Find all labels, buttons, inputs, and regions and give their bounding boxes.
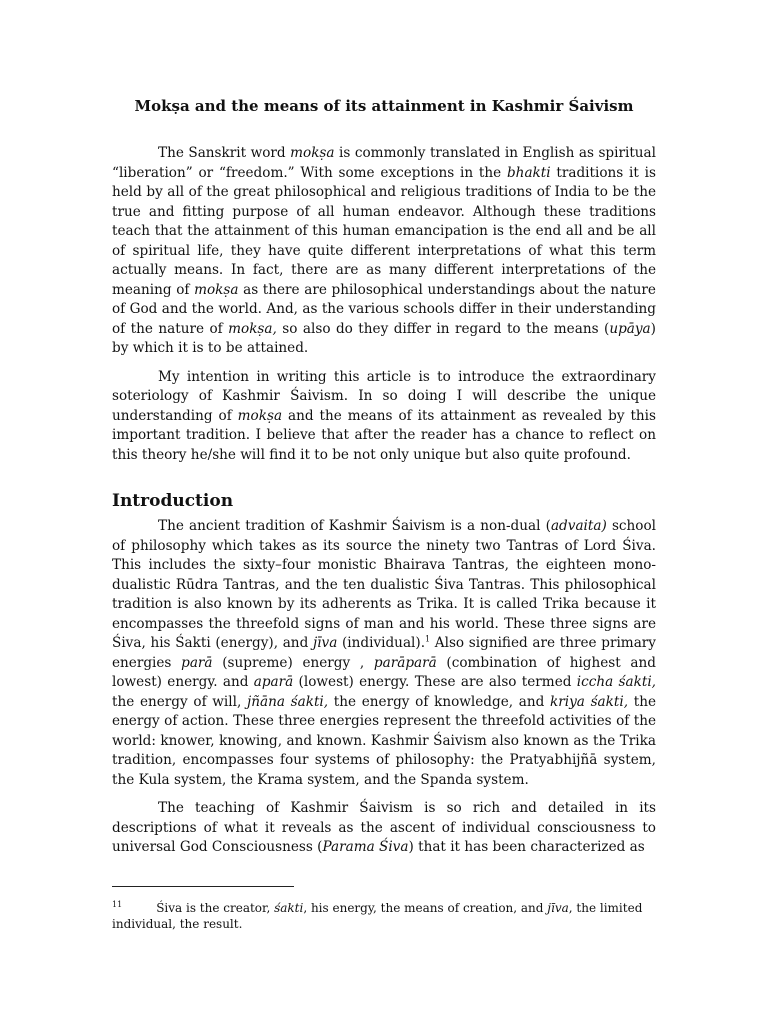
paragraph-tradition: The ancient tradition of Kashmir Śaivism is a non-dual (advaita) school of philosophy which takes as its source the ninety two Tantras of Lord Śiva. This includes the sixty–four monistic Bhairava Tantras, the eighteen mono-dualistic Rūdra Tantras, and the ten dualistic Śiva Tantras. This philosophical tradition is also known by its adherents as Trika. It is called Trika because it encompasses the threefold signs of man and his world. These three signs are Śiva, his Śakti (energy), and jīva (individual).$^1$ Also signified are three primary energies parā (supreme) energy , parāparā (combination of highest and lowest) energy. and aparā (lowest) energy. These are also termed iccha śakti, the energy of will, jñāna śakti, the energy of knowledge, and kriya śakti, the energy of action. These three energies represent the threefold activities of the world: knower, knowing, and known. Kashmir Śaivism also known as the Trika tradition, encompasses four systems of philosophy: the Pratyabhijñā system, the Kula system, the Krama system, and the Spanda system. bbox=[112, 518, 657, 788]
document-title: Mokṣa and the means of its attainment in Kashmir Śaivism bbox=[134, 97, 634, 115]
section-heading-introduction: Introduction bbox=[112, 491, 234, 511]
footnote-reference[interactable]: 1 bbox=[425, 634, 431, 644]
document-page bbox=[112, 96, 656, 867]
footnote-divider bbox=[112, 886, 294, 887]
footnote-mark: 11 bbox=[112, 900, 123, 909]
footnote: $^{11}$ Śiva is the creator, śakti, his energy, the means of creation, and jīva, the limited individual, the result. bbox=[112, 900, 643, 931]
paragraph-teaching: The teaching of Kashmir Śaivism is so rich and detailed in its descriptions of what it reveals as the ascent of individual consciousness to universal God Consciousness (Parama Śiva) that it has been characterized as bbox=[112, 800, 656, 855]
paragraph-intention: My intention in writing this article is to introduce the extraordinary soteriology of Kashmir Śaivism. In so doing I will describe the unique understanding of mokṣa and the means of its attainment as revealed by this important tradition. I believe that after the reader has a chance to reflect on this theory he/she will find it to be not only unique but also quite profound. bbox=[112, 368, 656, 463]
paragraph-moksa-definition: The Sanskrit word mokṣa is commonly translated in English as spiritual “liberation” or “freedom.” With some exceptions in the bhakti traditions it is held by all of the great philosophical and religious traditions of India to be the true and fitting purpose of all human endeavor. Although these traditions teach that the attainment of this human emancipation is the end all and be all of spiritual life, they have quite different interpretations of what this term actually means. In fact, there are as many different interpretations of the meaning of mokṣa as there are philosophical understandings about the nature of God and the world. And, as the various schools differ in their understanding of the nature of mokṣa, so also do they differ in regard to the means (upāya) by which it is to be attained. bbox=[112, 145, 656, 356]
